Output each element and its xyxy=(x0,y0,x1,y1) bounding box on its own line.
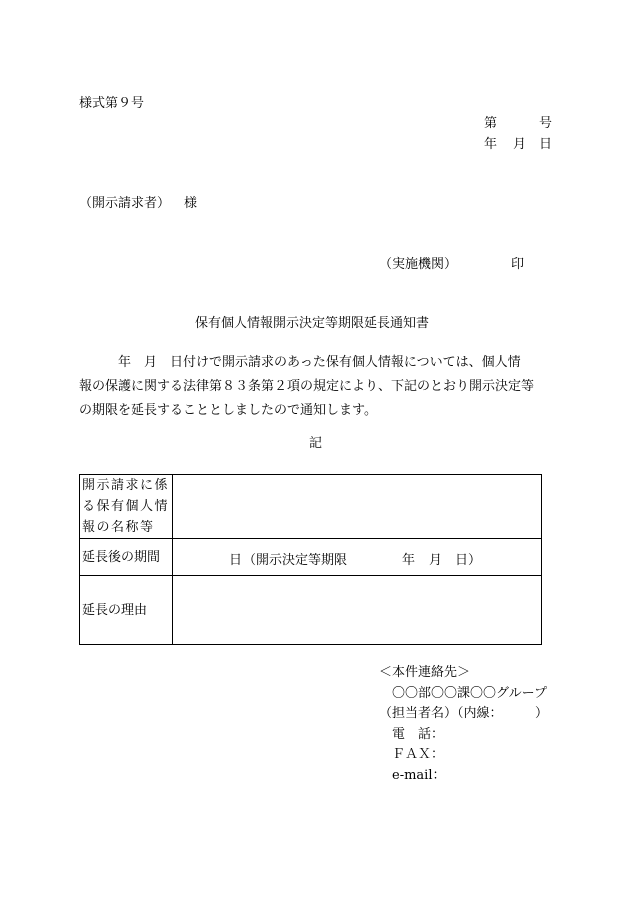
document-number-prefix: 第 xyxy=(484,116,498,131)
extended-period-value[interactable] xyxy=(173,539,542,576)
extension-reason-label: 延長の理由 xyxy=(80,576,173,645)
deadline-day-unit: 日） xyxy=(455,553,482,568)
record-name-label xyxy=(80,475,173,539)
seal-mark: 印 xyxy=(511,257,525,272)
period-day-unit: 日 xyxy=(229,553,243,568)
record-name-label-line: 報の名称等 xyxy=(82,520,155,535)
contact-block xyxy=(379,663,548,786)
date-year: 年 xyxy=(484,137,498,152)
deadline-year-unit: 年 xyxy=(402,553,416,568)
table-row xyxy=(80,539,542,576)
table-row xyxy=(80,475,542,539)
contact-heading: ＜本件連絡先＞ xyxy=(379,665,471,680)
addressee-honorific: 様 xyxy=(184,196,198,211)
deadline-month-unit: 月 xyxy=(429,553,443,568)
contact-email: e-mail： xyxy=(392,767,446,783)
contact-person: （担当者名）（内線： ） xyxy=(379,706,549,721)
deadline-label: （開示決定等期限 xyxy=(243,553,348,568)
form-number: 様式第９号 xyxy=(79,96,145,111)
contact-group: 〇〇部〇〇課〇〇グループ xyxy=(392,685,547,701)
info-table xyxy=(79,474,542,645)
date-day: 日 xyxy=(539,137,553,152)
extension-reason-value[interactable] xyxy=(173,576,542,645)
record-name-label-line: る保有個人情 xyxy=(82,499,170,514)
issuer-label: （実施機関） xyxy=(379,257,458,272)
body-line: 報の保護に関する法律第８３条第２項の規定により、下記のとおり開示決定等 xyxy=(79,379,535,394)
contact-fax: ＦＡＸ： xyxy=(392,747,445,762)
ki-heading: 記 xyxy=(309,436,323,451)
body-paragraph xyxy=(79,351,551,423)
document-title: 保有個人情報開示決定等期限延長通知書 xyxy=(195,316,430,331)
record-name-value[interactable] xyxy=(173,475,542,539)
addressee-label: （開示請求者） xyxy=(79,196,171,211)
record-name-label-line: 開示請求に係 xyxy=(82,478,170,493)
body-line: の期限を延長することとしましたので通知します。 xyxy=(79,403,377,418)
contact-phone: 電 話： xyxy=(392,726,445,742)
date-month: 月 xyxy=(513,137,527,152)
table-row xyxy=(80,576,542,645)
extended-period-label: 延長後の期間 xyxy=(80,539,173,576)
body-line: 年 月 日付けで開示請求のあった保有個人情報については、個人情 xyxy=(79,355,521,370)
document-number-suffix: 号 xyxy=(539,116,553,131)
